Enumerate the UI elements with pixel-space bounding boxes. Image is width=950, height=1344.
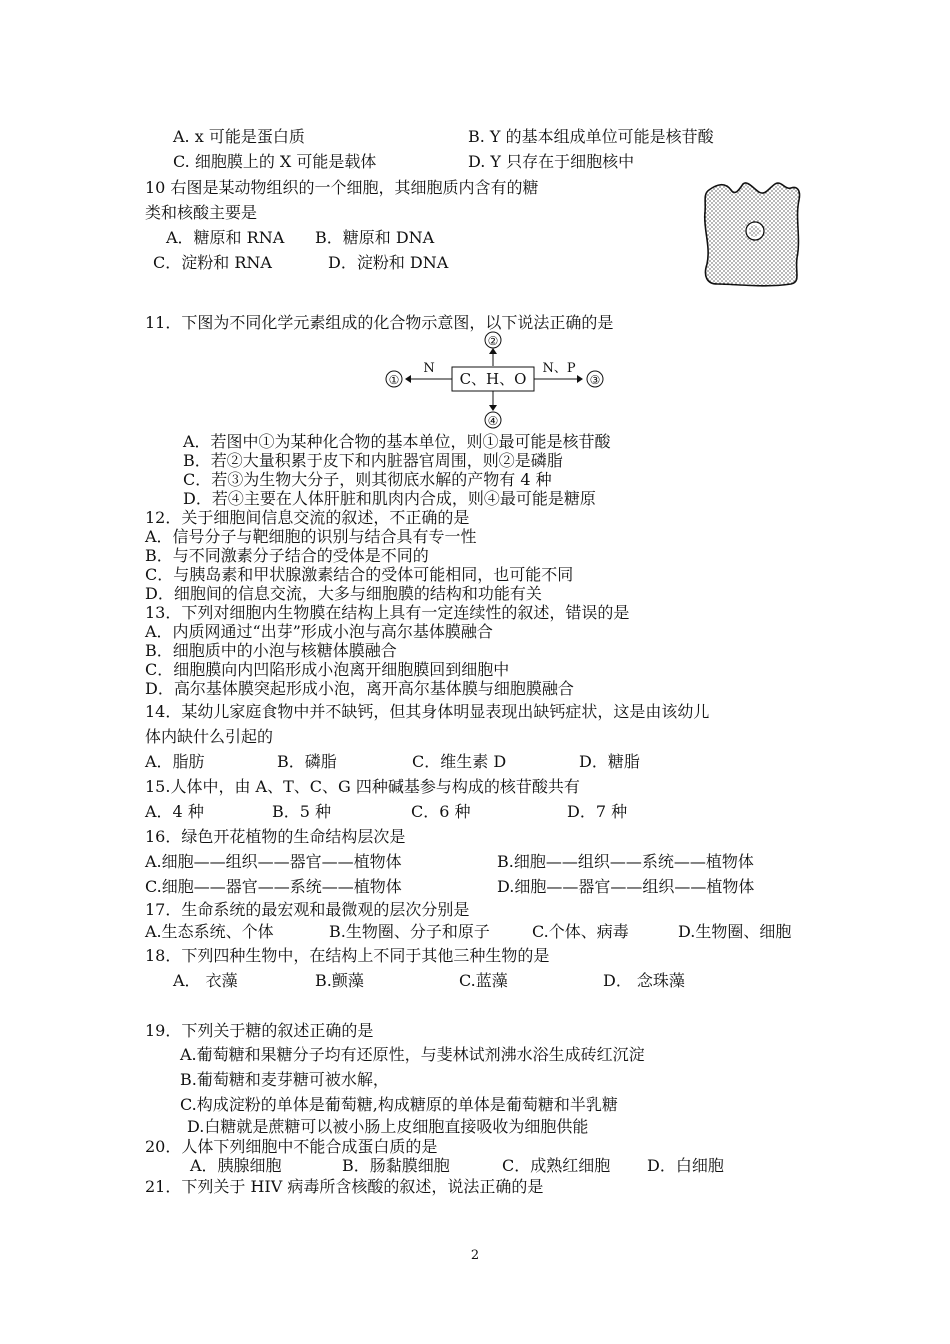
q10-stem-line-2: 类和核酸主要是 xyxy=(145,203,258,222)
q15-option-d: D．7 种 xyxy=(567,802,628,821)
diagram-arrowhead-right xyxy=(577,375,583,383)
q19-stem: 19．下列关于糖的叙述正确的是 xyxy=(145,1021,374,1040)
q9-option-a: A. x 可能是蛋白质 xyxy=(173,127,305,146)
q17-option-c: C.个体、病毒 xyxy=(532,922,629,941)
q21-stem: 21．下列关于 HIV 病毒所含核酸的叙述，说法正确的是 xyxy=(145,1177,544,1196)
q10-option-b: B．糖原和 DNA xyxy=(315,228,435,247)
q18-stem: 18．下列四种生物中，在结构上不同于其他三种生物的是 xyxy=(145,946,550,965)
q9-option-c: C. 细胞膜上的 X 可能是载体 xyxy=(173,152,377,171)
q11-stem: 11．下图为不同化学元素组成的化合物示意图，以下说法正确的是 xyxy=(145,313,614,332)
q15-stem: 15.人体中，由 A、T、C、G 四种碱基参与构成的核苷酸共有 xyxy=(145,777,580,796)
diagram-number-4: ④ xyxy=(487,414,499,428)
q13-option-c: C．细胞膜向内凹陷形成小泡离开细胞膜回到细胞中 xyxy=(145,660,510,679)
q13-option-a: A．内质网通过“出芽”形成小泡与高尔基体膜融合 xyxy=(145,622,493,641)
diagram-center-label: C、H、O xyxy=(459,370,527,388)
q15-option-a: A．4 种 xyxy=(145,802,204,821)
q12-option-b: B．与不同激素分子结合的受体是不同的 xyxy=(145,546,429,565)
q18-option-a: A． 衣藻 xyxy=(173,971,238,990)
q11-option-b: B．若②大量积累于皮下和内脏器官周围，则②是磷脂 xyxy=(183,451,563,470)
diagram-number-2: ② xyxy=(487,334,499,348)
compound-diagram xyxy=(375,330,615,430)
diagram-arrowhead-down xyxy=(489,405,497,411)
q20-option-c: C．成熟红细胞 xyxy=(502,1156,611,1175)
diagram-arrowhead-up xyxy=(489,348,497,354)
q19-option-b: B.葡萄糖和麦芽糖可被水解， xyxy=(180,1070,389,1089)
q15-option-b: B．5 种 xyxy=(272,802,332,821)
q15-option-c: C．6 种 xyxy=(411,802,471,821)
q9-option-b: B. Y 的基本组成单位可能是核苷酸 xyxy=(468,127,714,146)
q17-option-d: D.生物圈、细胞 xyxy=(678,922,792,941)
q10-option-d: D．淀粉和 DNA xyxy=(328,253,449,272)
nucleus-chromatin xyxy=(749,225,761,237)
q11-option-c: C．若③为生物大分子，则其彻底水解的产物有 4 种 xyxy=(183,470,552,489)
q14-option-b: B．磷脂 xyxy=(277,752,337,771)
q16-option-c: C.细胞——器官——系统——植物体 xyxy=(145,877,402,896)
q12-option-a: A．信号分子与靶细胞的识别与结合具有专一性 xyxy=(145,527,477,546)
q20-stem: 20．人体下列细胞中不能合成蛋白质的是 xyxy=(145,1137,438,1156)
q16-stem: 16．绿色开花植物的生命结构层次是 xyxy=(145,827,406,846)
q13-option-d: D．高尔基体膜突起形成小泡，离开高尔基体膜与细胞膜融合 xyxy=(145,679,574,698)
diagram-number-3: ③ xyxy=(589,373,601,387)
q17-option-b: B.生物圈、分子和原子 xyxy=(329,922,490,941)
q14-stem-line-1: 14．某幼儿家庭食物中并不缺钙，但其身体明显表现出缺钙症状，这是由该幼儿 xyxy=(145,702,710,721)
q10-option-c: C．淀粉和 RNA xyxy=(153,253,272,272)
q12-option-d: D．细胞间的信息交流，大多与细胞膜的结构和功能有关 xyxy=(145,584,542,603)
q19-option-a: A.葡萄糖和果糖分子均有还原性，与斐林试剂沸水浴生成砖红沉淀 xyxy=(180,1045,645,1064)
diagram-arrowhead-left xyxy=(405,375,411,383)
q14-option-d: D．糖脂 xyxy=(579,752,640,771)
q17-stem: 17．生命系统的最宏观和最微观的层次分别是 xyxy=(145,900,470,919)
q18-option-d: D． 念珠藻 xyxy=(603,971,685,990)
page-number: 2 xyxy=(470,1248,480,1263)
q12-option-c: C．与胰岛素和甲状腺激素结合的受体可能相同，也可能不同 xyxy=(145,565,574,584)
q20-option-d: D．白细胞 xyxy=(647,1156,724,1175)
animal-cell-illustration xyxy=(695,178,815,290)
q10-stem-line-1: 10 右图是某动物组织的一个细胞，其细胞质内含有的糖 xyxy=(145,178,539,197)
q18-option-b: B.颤藻 xyxy=(315,971,364,990)
q9-option-d: D. Y 只存在于细胞核中 xyxy=(468,152,635,171)
diagram-number-1: ① xyxy=(388,373,400,387)
q14-stem-line-2: 体内缺什么引起的 xyxy=(145,727,274,746)
q19-option-c: C.构成淀粉的单体是葡萄糖,构成糖原的单体是葡萄糖和半乳糖 xyxy=(180,1095,618,1114)
q14-option-a: A．脂肪 xyxy=(145,752,205,771)
q16-option-b: B.细胞——组织——系统——植物体 xyxy=(497,852,754,871)
diagram-left-element-label: N xyxy=(423,361,435,376)
q17-option-a: A.生态系统、个体 xyxy=(145,922,274,941)
q11-option-a: A．若图中①为某种化合物的基本单位，则①最可能是核苷酸 xyxy=(183,432,611,451)
q11-option-d: D．若④主要在人体肝脏和肌肉内合成，则④最可能是糖原 xyxy=(183,489,596,508)
q13-stem: 13．下列对细胞内生物膜在结构上具有一定连续性的叙述，错误的是 xyxy=(145,603,630,622)
q12-stem: 12．关于细胞间信息交流的叙述，不正确的是 xyxy=(145,508,470,527)
q13-option-b: B．细胞质中的小泡与核糖体膜融合 xyxy=(145,641,397,660)
q20-option-a: A．胰腺细胞 xyxy=(190,1156,282,1175)
q19-option-d: D.白糖就是蔗糖可以被小肠上皮细胞直接吸收为细胞供能 xyxy=(187,1117,589,1136)
q14-option-c: C．维生素 D xyxy=(412,752,507,771)
q16-option-d: D.细胞——器官——组织——植物体 xyxy=(497,877,755,896)
q10-option-a: A．糖原和 RNA xyxy=(166,228,285,247)
q16-option-a: A.细胞——组织——器官——植物体 xyxy=(145,852,402,871)
q20-option-b: B．肠黏膜细胞 xyxy=(342,1156,450,1175)
q18-option-c: C.蓝藻 xyxy=(459,971,508,990)
diagram-right-element-label: N、P xyxy=(542,361,576,376)
